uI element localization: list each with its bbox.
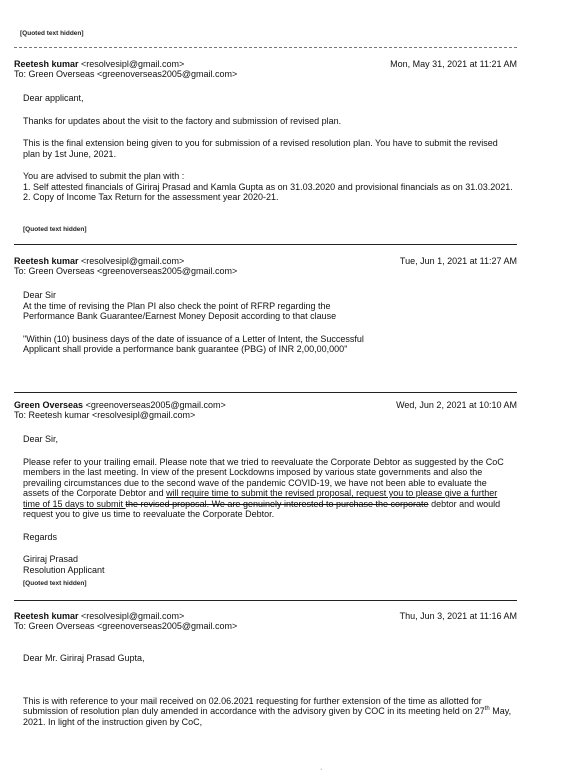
sender-name: Reetesh kumar <box>14 59 79 69</box>
sent-date: Tue, Jun 1, 2021 at 11:27 AM <box>399 256 517 266</box>
email-header <box>14 400 517 421</box>
quoted-clause: "Within (10) business days of the date of issuance of a Letter of Intent, the Successful Applicant shall provide a performance bank guarantee (PBG) of INR 2,00,00,000" <box>23 333 364 354</box>
paragraph: This is the final extension being given to you for submission of a revised resolution plan. You have to submit the revised plan by 1st June, 2021. <box>23 138 498 159</box>
divider <box>14 392 517 393</box>
email-header <box>14 256 517 277</box>
divider <box>14 600 517 601</box>
sender <box>14 256 184 267</box>
paragraph: Thanks for updates about the visit to the factory and submission of revised plan. <box>23 115 342 126</box>
paragraph-text: debtor and would request you to give us time to reevaluate the Corporate Debtor. <box>23 498 501 519</box>
paragraph: At the time of revising the Plan PI also check the point of RFRP regarding the Performance Bank Guarantee/Earnest Money Deposit according to that clause <box>23 300 337 321</box>
recipient: To: Reetesh kumar <resolvesipl@gmail.com> <box>14 410 196 420</box>
recipient: To: Green Overseas <greenoverseas2005@gmail.com> <box>14 621 238 631</box>
list-item: 1. Self attested financials of Giriraj Prasad and Kamla Gupta as on 31.03.2020 and provisional financials as on 31.03.2021. <box>23 181 513 192</box>
sender-name: Green Overseas <box>14 400 84 410</box>
sender-email[interactable]: <resolvesipl@gmail.com> <box>81 611 185 621</box>
email-body <box>14 421 517 575</box>
sender-email[interactable]: <greenoverseas2005@gmail.com> <box>85 400 226 410</box>
sender-name: Reetesh kumar <box>14 256 79 266</box>
signature-name: Giriraj Prasad <box>23 554 79 564</box>
email-message-1 <box>14 59 517 203</box>
email-message-4 <box>14 611 517 727</box>
sender <box>14 611 184 622</box>
regards: Regards <box>23 531 58 542</box>
paragraph-text: May, 2021. In light of the instruction given by CoC, <box>23 706 512 727</box>
paragraph <box>23 696 513 728</box>
email-body <box>14 80 517 203</box>
salutation: Dear Sir <box>23 290 57 300</box>
underlined-text: will require time to submit the revised proposal, request you to please give a further time of 15 days to submit <box>23 488 498 509</box>
quoted-text-hidden-link[interactable]: [Quoted text hidden] <box>23 226 87 233</box>
email-message-3 <box>14 400 517 575</box>
ordinal-suffix: th <box>484 706 490 712</box>
salutation: Dear Mr. Giriraj Prasad Gupta, <box>23 653 145 663</box>
paragraph <box>23 457 513 520</box>
paragraph-text: This is with reference to your mail received on 02.06.2021 requesting for further extension of the time as allotted for submission of resolution plan duly amended in accordance with the advisory given by COC in its meeting held on 27 <box>23 695 485 716</box>
sent-date: Mon, May 31, 2021 at 11:21 AM <box>390 59 517 69</box>
salutation: Dear applicant, <box>23 93 84 103</box>
email-message-2 <box>14 256 517 355</box>
sent-date: Thu, Jun 3, 2021 at 11:16 AM <box>399 611 517 621</box>
paragraph-text: Please refer to your trailing email. Please note that we tried to reevaluate the Corporate Debtor as suggested by the CoC members in the last meeting. In view of the present Lockdowns imposed by various state governments and also the prevailing circumstances due to the second wave of the pandemic COVID-19, we have not been able to evaluate the assets of the Corporate Debtor and <box>23 456 504 498</box>
paragraph: You are advised to submit the plan with : <box>23 171 185 181</box>
sender-email[interactable]: <resolvesipl@gmail.com> <box>81 59 185 69</box>
sender-email[interactable]: <resolvesipl@gmail.com> <box>81 256 185 266</box>
recipient: To: Green Overseas <greenoverseas2005@gmail.com> <box>14 69 238 79</box>
quoted-text-hidden-link[interactable]: [Quoted text hidden] <box>23 580 87 587</box>
salutation: Dear Sir, <box>23 434 59 444</box>
quoted-text-hidden-link[interactable]: [Quoted text hidden] <box>20 30 84 37</box>
divider <box>14 47 517 48</box>
signature-title: Resolution Applicant <box>23 564 105 575</box>
list-item: 2. Copy of Income Tax Return for the assessment year 2020-21. <box>23 192 279 202</box>
email-header <box>14 611 517 632</box>
recipient: To: Green Overseas <greenoverseas2005@gmail.com> <box>14 266 238 276</box>
struck-text: the revised proposal. We are genuinely interested to purchase the corporate <box>125 498 429 509</box>
sender <box>14 400 226 411</box>
sender-name: Reetesh kumar <box>14 611 79 621</box>
scan-speck: · <box>320 766 323 773</box>
email-header <box>14 59 517 80</box>
sent-date: Wed, Jun 2, 2021 at 10:10 AM <box>396 400 517 410</box>
divider <box>14 244 517 245</box>
sender <box>14 59 184 70</box>
email-body <box>14 632 517 727</box>
email-body <box>14 277 517 355</box>
